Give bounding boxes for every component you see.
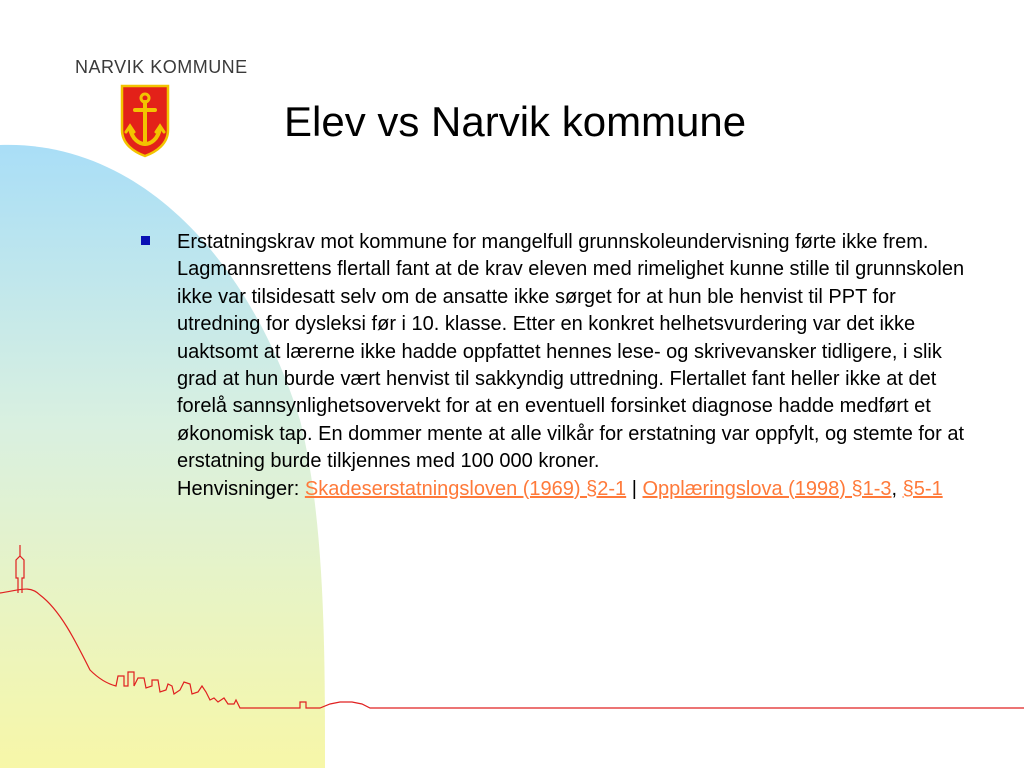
logo-text: NARVIK KOMMUNE	[75, 57, 248, 77]
link-comma: ,	[891, 477, 898, 500]
case-summary-text: Erstatningskrav mot kommune for mangelfull grunnskoleundervisning førte ikke frem. Lagmannsrettens flertall fant at de krav eleven med rimelighet kunne stille til grunnskolen ikke var tilsidesatt selv om de ansatte ikke sørget for at hun ble henvist til PPT for utredning for dysleksi før i 10. klasse. Etter en konkret helhetsvurdering var det ikke uaktsomt at lærerne ikke hadde oppfattet hennes lese- og skrivevansker tidligere, i slik grad at hun burde vært henvist til sakkyndig uttredning. Flertallet fant heller ikke at det forelå sannsynlighetsovervekt for at en eventuell forsinket diagnose hadde medført et økonomisk tap. En dommer mente at alle vilkår for erstatning var oppfylt, og stemte for at erstatning burde tilkjennes med 100 000 kroner.	[177, 231, 965, 473]
link-separator: |	[631, 477, 637, 500]
page-title: Elev vs Narvik kommune	[284, 98, 747, 145]
references-label: Henvisninger:	[177, 477, 300, 500]
bullet-marker	[141, 236, 150, 245]
link-opplaeringslova[interactable]: Opplæringslova (1998) §1-3	[642, 477, 892, 500]
body-paragraph	[177, 229, 982, 503]
narvik-coat-of-arms-icon	[120, 84, 170, 158]
link-section-5-1[interactable]: §5-1	[902, 477, 943, 500]
link-skadeserstatningsloven[interactable]: Skadeserstatningsloven (1969) §2-1	[304, 477, 627, 500]
